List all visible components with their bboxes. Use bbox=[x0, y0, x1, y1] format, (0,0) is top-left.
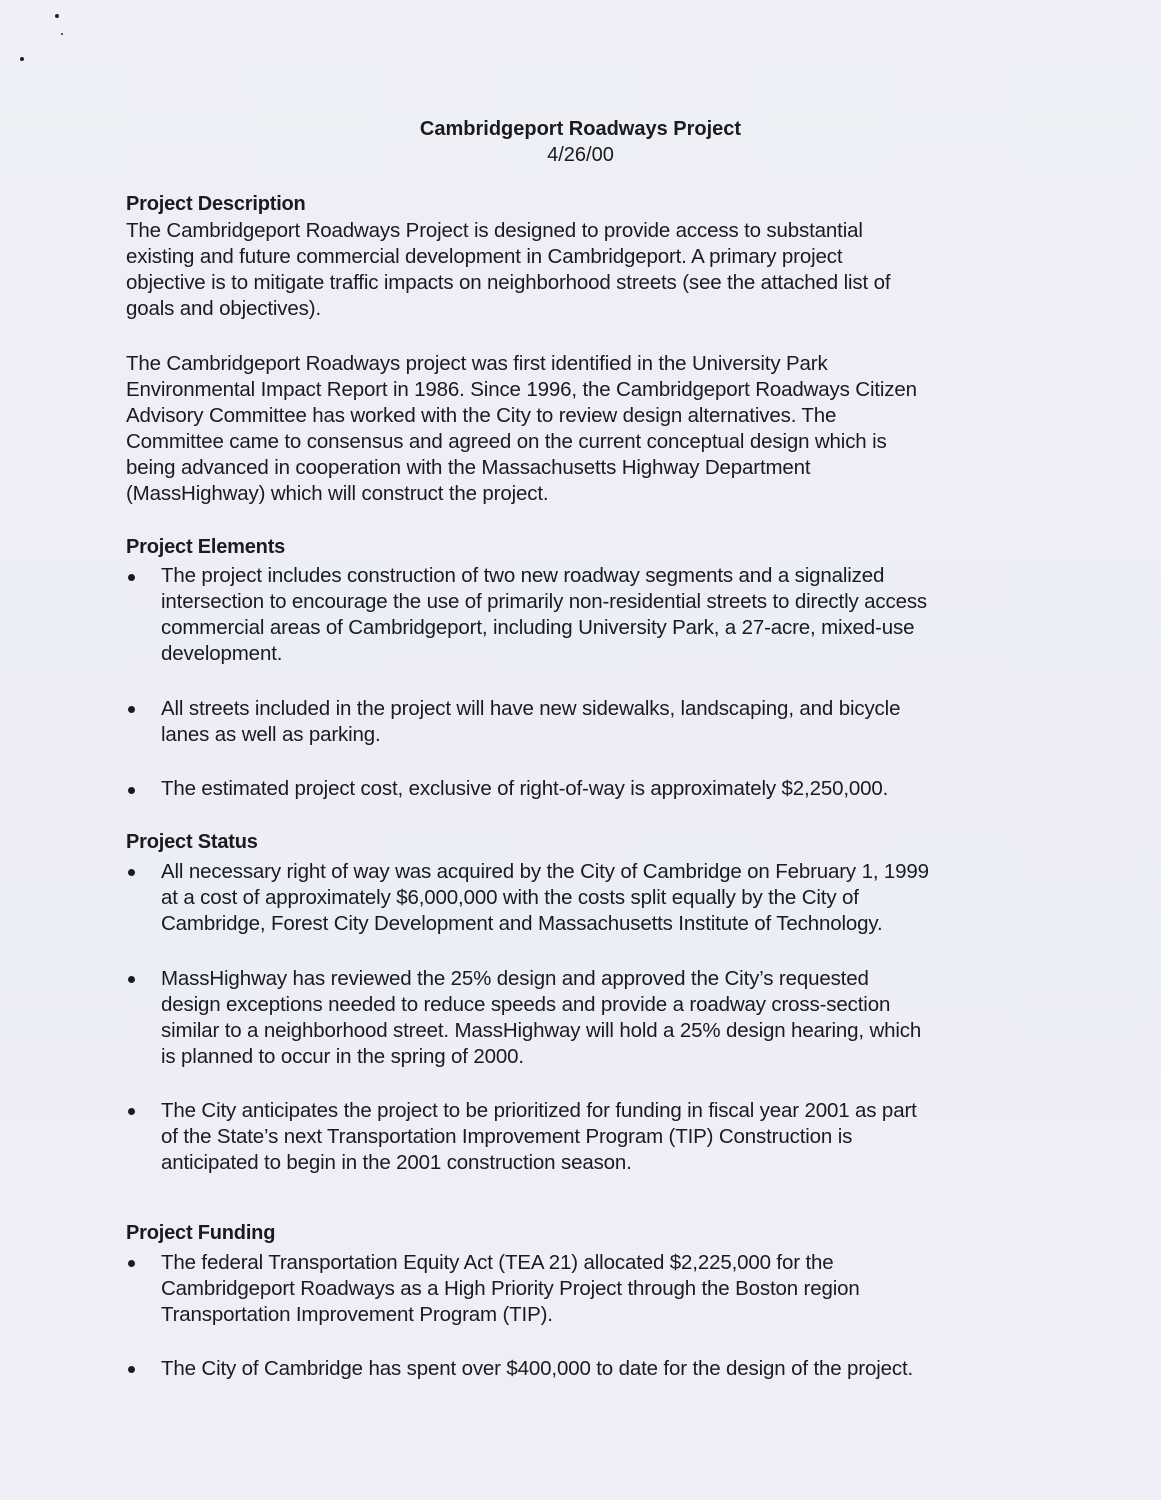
text-line: The Cambridgeport Roadways project was first identified in the University Park bbox=[126, 352, 828, 375]
bullet-text-line: commercial areas of Cambridgeport, including University Park, a 27-acre, mixed-use bbox=[161, 616, 915, 639]
bullet-text-line: at a cost of approximately $6,000,000 with the costs split equally by the City of bbox=[161, 886, 859, 909]
bullet-text-line: The federal Transportation Equity Act (TEA 21) allocated $2,225,000 for the bbox=[161, 1251, 834, 1274]
text-line: Environmental Impact Report in 1986. Since 1996, the Cambridgeport Roadways Citizen bbox=[126, 378, 917, 401]
bullet-icon bbox=[128, 706, 135, 713]
text-line: being advanced in cooperation with the Massachusetts Highway Department bbox=[126, 456, 811, 479]
bullet-icon bbox=[128, 1366, 135, 1373]
bullet-text-line: The City anticipates the project to be prioritized for funding in fiscal year 2001 as part bbox=[161, 1099, 917, 1122]
section-heading-status: Project Status bbox=[126, 831, 258, 853]
bullet-text-line: development. bbox=[161, 642, 283, 665]
bullet-icon bbox=[128, 869, 135, 876]
bullet-text-line: All necessary right of way was acquired by the City of Cambridge on February 1, 1999 bbox=[161, 860, 929, 883]
bullet-text-line: similar to a neighborhood street. MassHighway will hold a 25% design hearing, which bbox=[161, 1019, 922, 1042]
bullet-text-line: Cambridge, Forest City Development and Massachusetts Institute of Technology. bbox=[161, 912, 883, 935]
bullet-text-line: Cambridgeport Roadways as a High Priority Project through the Boston region bbox=[161, 1277, 860, 1300]
bullet-text-line: is planned to occur in the spring of 2000. bbox=[161, 1045, 524, 1068]
section-heading-funding: Project Funding bbox=[126, 1222, 276, 1244]
scan-mark bbox=[61, 33, 63, 35]
bullet-text-line: of the State’s next Transportation Improvement Program (TIP) Construction is bbox=[161, 1125, 853, 1148]
document-date: 4/26/00 bbox=[547, 144, 614, 166]
section-heading-elements: Project Elements bbox=[126, 536, 286, 558]
bullet-text-line: design exceptions needed to reduce speeds and provide a roadway cross-section bbox=[161, 993, 891, 1016]
bullet-text-line: lanes as well as parking. bbox=[161, 723, 381, 746]
section-heading-description: Project Description bbox=[126, 193, 306, 215]
text-line: existing and future commercial development in Cambridgeport. A primary project bbox=[126, 245, 843, 268]
text-line: (MassHighway) which will construct the project. bbox=[126, 482, 549, 505]
bullet-text-line: The estimated project cost, exclusive of right-of-way is approximately $2,250,000. bbox=[161, 777, 889, 800]
bullet-text-line: All streets included in the project will have new sidewalks, landscaping, and bicycle bbox=[161, 697, 901, 720]
bullet-text-line: The City of Cambridge has spent over $400,000 to date for the design of the project. bbox=[161, 1357, 914, 1380]
text-line: objective is to mitigate traffic impacts on neighborhood streets (see the attached list of bbox=[126, 271, 891, 294]
bullet-text-line: intersection to encourage the use of primarily non-residential streets to directly access bbox=[161, 590, 928, 613]
scan-mark bbox=[55, 14, 59, 18]
text-line: The Cambridgeport Roadways Project is designed to provide access to substantial bbox=[126, 219, 863, 242]
bullet-icon bbox=[128, 976, 135, 983]
scan-mark bbox=[20, 57, 24, 61]
bullet-icon bbox=[128, 787, 135, 794]
text-line: goals and objectives). bbox=[126, 297, 321, 320]
bullet-icon bbox=[128, 1108, 135, 1115]
bullet-text-line: Transportation Improvement Program (TIP). bbox=[161, 1303, 553, 1326]
document-title: Cambridgeport Roadways Project bbox=[419, 118, 742, 140]
bullet-icon bbox=[128, 1260, 135, 1267]
bullet-text-line: MassHighway has reviewed the 25% design and approved the City’s requested bbox=[161, 967, 869, 990]
text-line: Committee came to consensus and agreed on the current conceptual design which is bbox=[126, 430, 887, 453]
bullet-text-line: The project includes construction of two new roadway segments and a signalized bbox=[161, 564, 885, 587]
bullet-icon bbox=[128, 574, 135, 581]
bullet-text-line: anticipated to begin in the 2001 construction season. bbox=[161, 1151, 632, 1174]
text-line: Advisory Committee has worked with the City to review design alternatives. The bbox=[126, 404, 837, 427]
